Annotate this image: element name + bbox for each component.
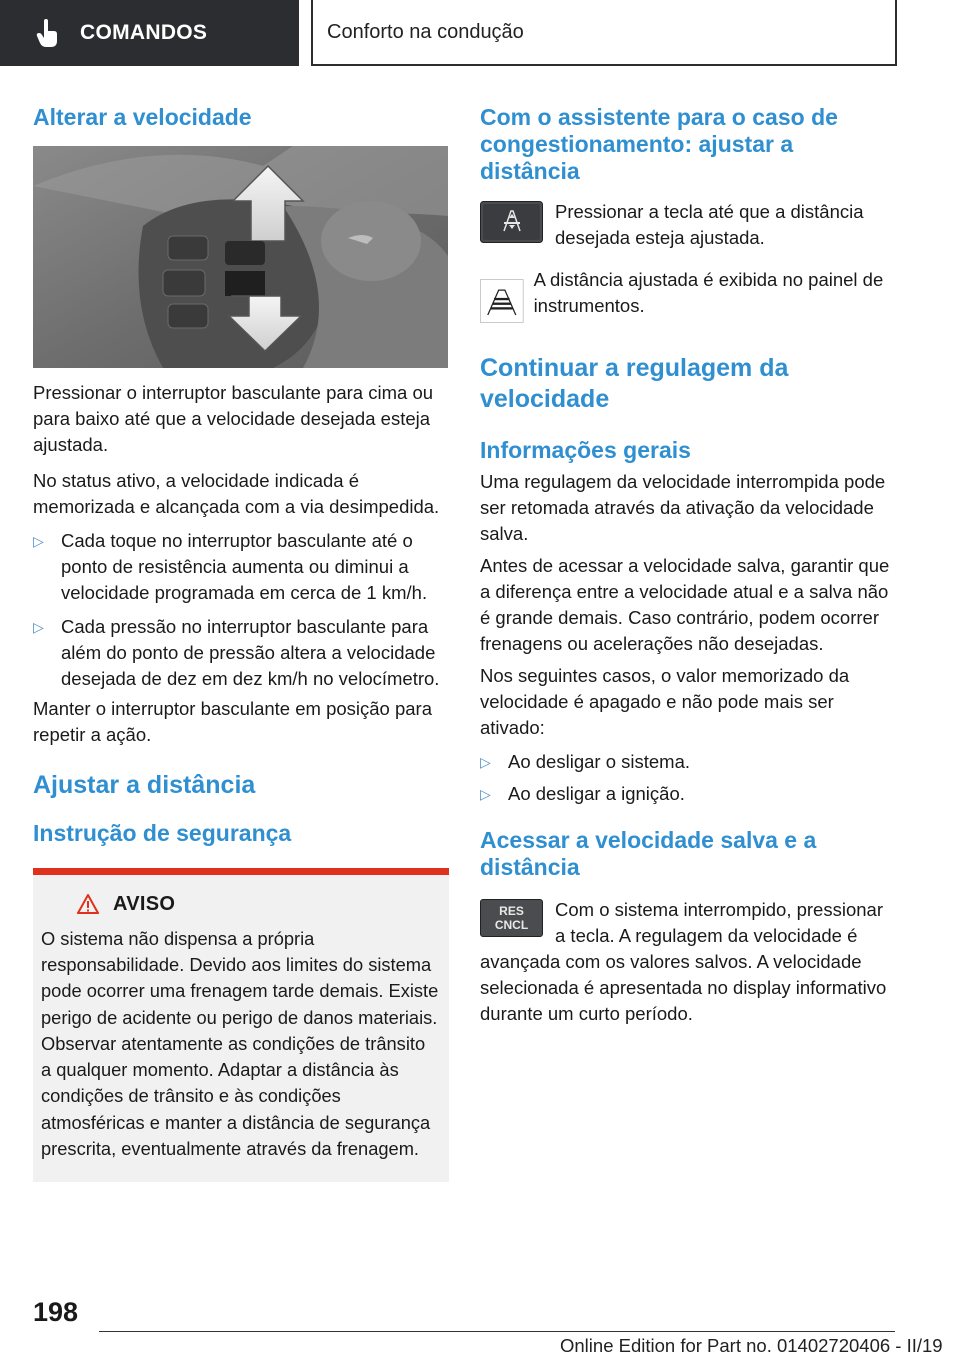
steering-wheel-photo [33,146,448,368]
heading-acessar-velocidade: Acessar a velocidade salva e a distância [480,826,817,880]
list-item [33,528,449,606]
footer-divider [99,1331,895,1332]
edition-text: Online Edition for Part no. 01402720406 - II/19 [560,1335,943,1356]
warning-label: AVISO [113,892,176,915]
triangle-bullet-icon: ▷ [480,785,491,802]
list-item [480,781,896,807]
res-cncl-block [480,897,896,1027]
display-row [480,269,896,329]
warning-triangle-icon [77,894,99,914]
paragraph-acessar: Com o sistema interrompido, pressionar a tecla. A regulagem da velocidade é avançada com os valores salvos. A velocidade selecionada é apresentada no display informativo durante um curto período. [480,898,887,1024]
triangle-bullet-icon: ▷ [33,618,44,635]
press-key-text: Pressionar a tecla até que a distância desejada esteja ajustada. [555,201,864,248]
triangle-bullet-icon: ▷ [33,532,44,549]
page-number: 198 [33,1297,79,1327]
distance-display-icon [480,273,524,329]
heading-alterar-velocidade: Alterar a velocidade [33,104,252,130]
warning-box [33,868,449,1183]
paragraph-manter: Manter o interruptor basculante em posição para repetir a ação. [33,697,432,745]
list-item [480,749,896,775]
list-item [33,614,449,692]
right-column [480,100,896,1027]
hand-pointer-icon [36,19,58,47]
warning-text: O sistema não dispensa a própria responsabilidade. Devido aos limites do sistema pode ocorrer uma frenagem tarde demais. Existe perigo de acidente ou perigo de danos materiais. Observar atentamente as condições de trânsito a qualquer momento. Adaptar a distância às condições de trânsito e às condições atmosféricas e manter a distância de segurança prescrita, eventualmente através da frenagem. [41,927,439,1160]
heading-ajustar-distancia: Ajustar a distância [33,770,256,799]
left-column [33,100,449,1182]
cncl-label: CNCL [494,917,529,932]
triangle-bullet-icon: ▷ [480,753,491,770]
list-item-text: Ao desligar o sistema. [508,750,691,772]
paragraph-info-1: Uma regulagem da velocidade interrompida pode ser retomada através da ativação da velocidade salva. [480,470,886,544]
distance-display-text: A distância ajustada é exibida no painel de instrumentos. [533,269,884,316]
section-label: COMANDOS [80,21,208,44]
heading-continuar-regulagem: Continuar a regulagem da velocidade [480,354,789,413]
list-item-text: Cada pressão no interruptor basculante para além do ponto de pressão altera a velocidade desejada de dez em dez km/h no velocímetro. [61,615,440,689]
list-item-text: Ao desligar a ignição. [508,782,685,804]
heading-assistente-congestionamento: Com o assistente para o caso de congestionamento: ajustar a distância [480,104,838,184]
distance-button-icon [480,201,543,243]
warning-header [77,893,439,916]
paragraph-pressionar: Pressionar o interruptor basculante para cima ou para baixo até que a velocidade desejada esteja ajustada. [33,381,434,455]
distance-button-row [480,201,896,251]
chapter-title: Conforto na condução [327,20,524,43]
list-item-text: Cada toque no interruptor basculante até o ponto de resistência aumenta ou diminui a velocidade programada em cerca de 1 km/h. [61,529,428,603]
chapter-header [311,0,897,66]
section-tab [0,0,299,66]
paragraph-info-2: Antes de acessar a velocidade salva, garantir que a diferença entre a velocidade atual e a salva não é grande demais. Caso contrário, podem ocorrer frenagens ou acelerações não desejadas. [480,554,890,654]
paragraph-status-ativo: No status ativo, a velocidade indicada é memorizada e alcançada com a via desimpedida. [33,469,440,517]
heading-informacoes-gerais: Informações gerais [480,437,691,463]
res-cncl-button-icon [480,899,543,937]
res-label: RES [499,903,524,918]
heading-instrucao-seguranca: Instrução de segurança [33,820,292,847]
paragraph-info-3: Nos seguintes casos, o valor memorizado da velocidade é apagado e não pode mais ser ativado: [480,664,850,738]
